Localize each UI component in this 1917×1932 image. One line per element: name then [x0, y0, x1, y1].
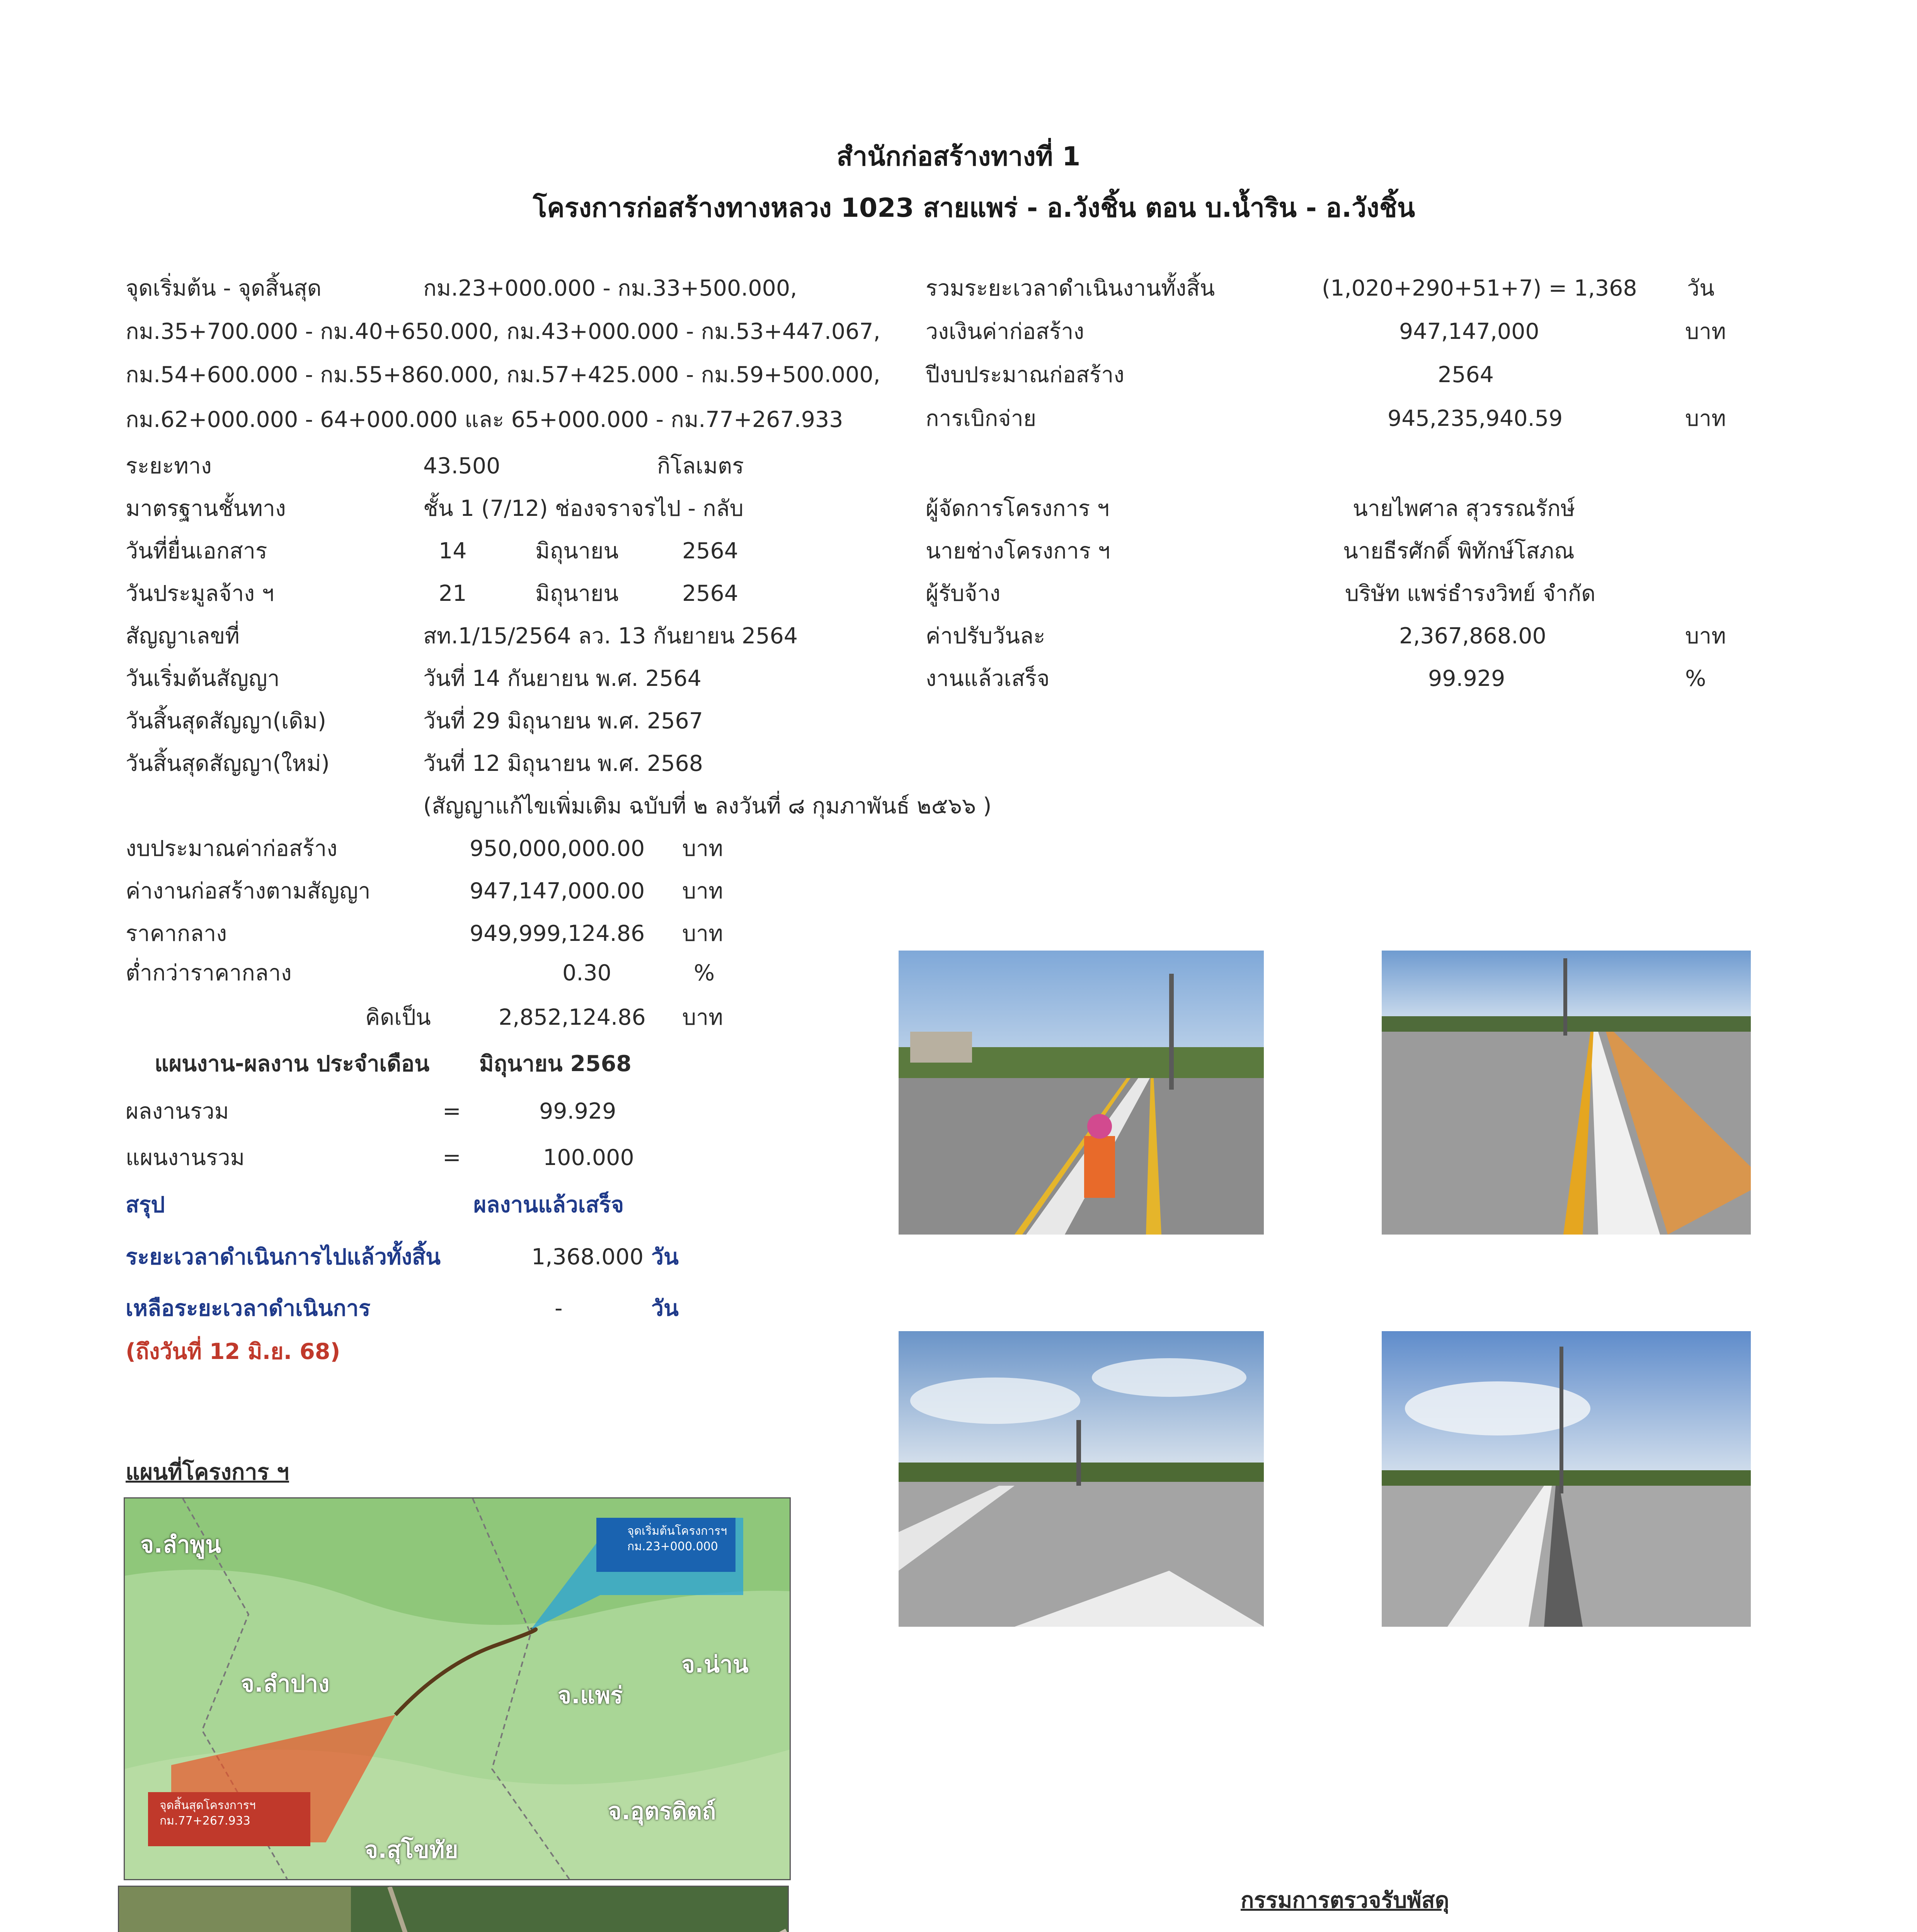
contractor-label: ผู้รับจ้าง	[926, 581, 1001, 606]
total-time-unit: วัน	[1687, 276, 1714, 301]
equals-label: คิดเป็น	[365, 1005, 431, 1030]
progress-month: มิถุนายน 2568	[479, 1051, 632, 1077]
equals-value: 2,852,124.86	[499, 1005, 646, 1030]
km-line-3: กม.54+600.000 - กม.55+860.000, กม.57+425.000 - กม.59+500.000,	[126, 362, 880, 388]
median-unit: บาท	[682, 921, 723, 946]
elapsed-unit: วัน	[651, 1244, 679, 1270]
contract-no-label: สัญญาเลขที่	[126, 623, 240, 649]
province-lampang: จ.ลำปาง	[241, 1670, 330, 1697]
amendment-note: (สัญญาแก้ไขเพิ่มเติม ฉบับที่ ๒ ลงวันที่ ๘ กุมภาพันธ์ ๒๕๖๖ )	[423, 793, 992, 819]
distance-value: 43.500	[423, 453, 501, 479]
construction-budget-value: 950,000,000.00	[470, 836, 645, 861]
done-unit: %	[1685, 666, 1706, 691]
start-box-km: กม.23+000.000	[627, 1540, 718, 1553]
contract-no-value: สท.1/15/2564 ลว. 13 กันยายน 2564	[423, 623, 798, 649]
satellite-map-image	[119, 1887, 788, 1932]
road-photo-2	[1382, 951, 1751, 1235]
fine-unit: บาท	[1685, 623, 1726, 649]
road-photo-3-image	[899, 1331, 1264, 1627]
remaining-label: เหลือระยะเวลาดำเนินการ	[126, 1296, 371, 1321]
contract-cost-label: ค่างานก่อสร้างตามสัญญา	[126, 878, 371, 904]
construction-budget-label: งบประมาณค่าก่อสร้าง	[126, 836, 338, 861]
fiscal-label: ปีงบประมาณก่อสร้าง	[926, 362, 1125, 388]
total-time-label: รวมระยะเวลาดำเนินงานทั้งสิ้น	[926, 276, 1215, 301]
submit-label: วันที่ยื่นเอกสาร	[126, 538, 267, 564]
result-value: 99.929	[539, 1099, 616, 1124]
bid-day: 21	[439, 581, 467, 606]
budget-value: 947,147,000	[1399, 319, 1539, 344]
start-end-label: จุดเริ่มต้น - จุดสิ้นสุด	[126, 276, 322, 301]
contract-end-new-label: วันสิ้นสุดสัญญา(ใหม่)	[126, 751, 330, 776]
office-title: สำนักก่อสร้างทางที่ 1	[836, 141, 1081, 172]
plan-eq: =	[443, 1145, 461, 1170]
project-title: โครงการก่อสร้างทางหลวง 1023 สายแพร่ - อ.วังชิ้น ตอน บ.น้ำริน - อ.วังชิ้น	[533, 193, 1415, 223]
km-line-4: กม.62+000.000 - 64+000.000 และ 65+000.000 - กม.77+267.933	[126, 407, 843, 432]
road-photo-3	[899, 1331, 1264, 1627]
contract-end-new-value: วันที่ 12 มิถุนายน พ.ศ. 2568	[423, 751, 703, 776]
equals-unit: บาท	[682, 1005, 723, 1030]
bid-year: 2564	[682, 581, 739, 606]
province-lamphun: จ.ลำพูน	[140, 1531, 221, 1558]
as-of-date: (ถึงวันที่ 12 มิ.ย. 68)	[126, 1339, 340, 1364]
standard-value: ชั้น 1 (7/12) ช่องจราจรไป - กลับ	[423, 496, 744, 521]
construction-budget-unit: บาท	[682, 836, 723, 861]
engineer-label: นายช่างโครงการ ฯ	[926, 538, 1110, 564]
province-map	[124, 1497, 791, 1880]
plan-value: 100.000	[543, 1145, 634, 1170]
province-uttaradit: จ.อุตรดิตถ์	[608, 1798, 716, 1825]
fiscal-value: 2564	[1438, 362, 1494, 388]
start-box-title: จุดเริ่มต้นโครงการฯ	[627, 1524, 727, 1538]
remaining-value: -	[555, 1296, 563, 1321]
road-photo-1	[899, 951, 1264, 1235]
disbursed-label: การเบิกจ่าย	[926, 406, 1037, 431]
contract-start-value: วันที่ 14 กันยายน พ.ศ. 2564	[423, 666, 701, 691]
done-value: 99.929	[1428, 666, 1505, 691]
map-title: แผนที่โครงการ ฯ	[126, 1459, 289, 1485]
bid-month: มิถุนายน	[535, 581, 619, 606]
standard-label: มาตรฐานชั้นทาง	[126, 496, 286, 521]
budget-unit: บาท	[1685, 319, 1726, 344]
road-photo-1-image	[899, 951, 1264, 1235]
km-line-1: กม.23+000.000 - กม.33+500.000,	[423, 276, 797, 301]
elapsed-value: 1,368.000	[531, 1244, 644, 1270]
median-value: 949,999,124.86	[470, 921, 645, 946]
contract-cost-value: 947,147,000.00	[470, 878, 645, 904]
summary-value: ผลงานแล้วเสร็จ	[473, 1192, 624, 1218]
disbursed-unit: บาท	[1685, 406, 1726, 431]
total-time-value: (1,020+290+51+7) = 1,368	[1322, 276, 1637, 301]
contract-start-label: วันเริ่มต้นสัญญา	[126, 666, 280, 691]
progress-heading: แผนงาน-ผลงาน ประจำเดือน	[155, 1051, 430, 1077]
manager-value: นายไพศาล สุวรรณรักษ์	[1353, 496, 1575, 521]
fine-value: 2,367,868.00	[1399, 623, 1546, 649]
road-photo-4-image	[1382, 1331, 1751, 1627]
submit-day: 14	[439, 538, 467, 564]
result-label: ผลงานรวม	[126, 1099, 229, 1124]
budget-label: วงเงินค่าก่อสร้าง	[926, 319, 1084, 344]
contract-cost-unit: บาท	[682, 878, 723, 904]
bid-label: วันประมูลจ้าง ฯ	[126, 581, 274, 606]
below-value: 0.30	[562, 960, 611, 986]
median-label: ราคากลาง	[126, 921, 227, 946]
done-label: งานแล้วเสร็จ	[926, 666, 1050, 691]
remaining-unit: วัน	[651, 1296, 679, 1321]
submit-year: 2564	[682, 538, 739, 564]
elapsed-label: ระยะเวลาดำเนินการไปแล้วทั้งสิ้น	[126, 1244, 441, 1270]
province-nan: จ.น่าน	[681, 1651, 749, 1678]
end-box-km: กม.77+267.933	[160, 1814, 250, 1828]
below-label: ต่ำกว่าราคากลาง	[126, 960, 292, 986]
submit-month: มิถุนายน	[535, 538, 619, 564]
contractor-value: บริษัท แพร่ธำรงวิทย์ จำกัด	[1345, 581, 1596, 606]
contract-end-old-label: วันสิ้นสุดสัญญา(เดิม)	[126, 708, 327, 734]
disbursed-value: 945,235,940.59	[1388, 406, 1563, 431]
distance-unit: กิโลเมตร	[657, 453, 744, 479]
contract-end-old-value: วันที่ 29 มิถุนายน พ.ศ. 2567	[423, 708, 703, 734]
fine-label: ค่าปรับวันละ	[926, 623, 1045, 649]
road-photo-2-image	[1382, 951, 1751, 1235]
committee-title: กรรมการตรวจรับพัสดุ	[1241, 1888, 1449, 1913]
province-sukhothai: จ.สุโขทัย	[364, 1837, 458, 1864]
below-unit: %	[694, 960, 715, 986]
road-photo-4	[1382, 1331, 1751, 1627]
satellite-map	[118, 1886, 789, 1932]
province-phrae: จ.แพร่	[558, 1682, 623, 1709]
engineer-value: นายธีรศักดิ์ พิทักษ์โสภณ	[1343, 538, 1575, 564]
distance-label: ระยะทาง	[126, 453, 212, 479]
km-line-2: กม.35+700.000 - กม.40+650.000, กม.43+000.000 - กม.53+447.067,	[126, 319, 880, 344]
plan-label: แผนงานรวม	[126, 1145, 245, 1170]
end-box-title: จุดสิ้นสุดโครงการฯ	[160, 1799, 256, 1812]
manager-label: ผู้จัดการโครงการ ฯ	[926, 496, 1110, 521]
summary-label: สรุป	[126, 1192, 165, 1218]
result-eq: =	[443, 1099, 461, 1124]
